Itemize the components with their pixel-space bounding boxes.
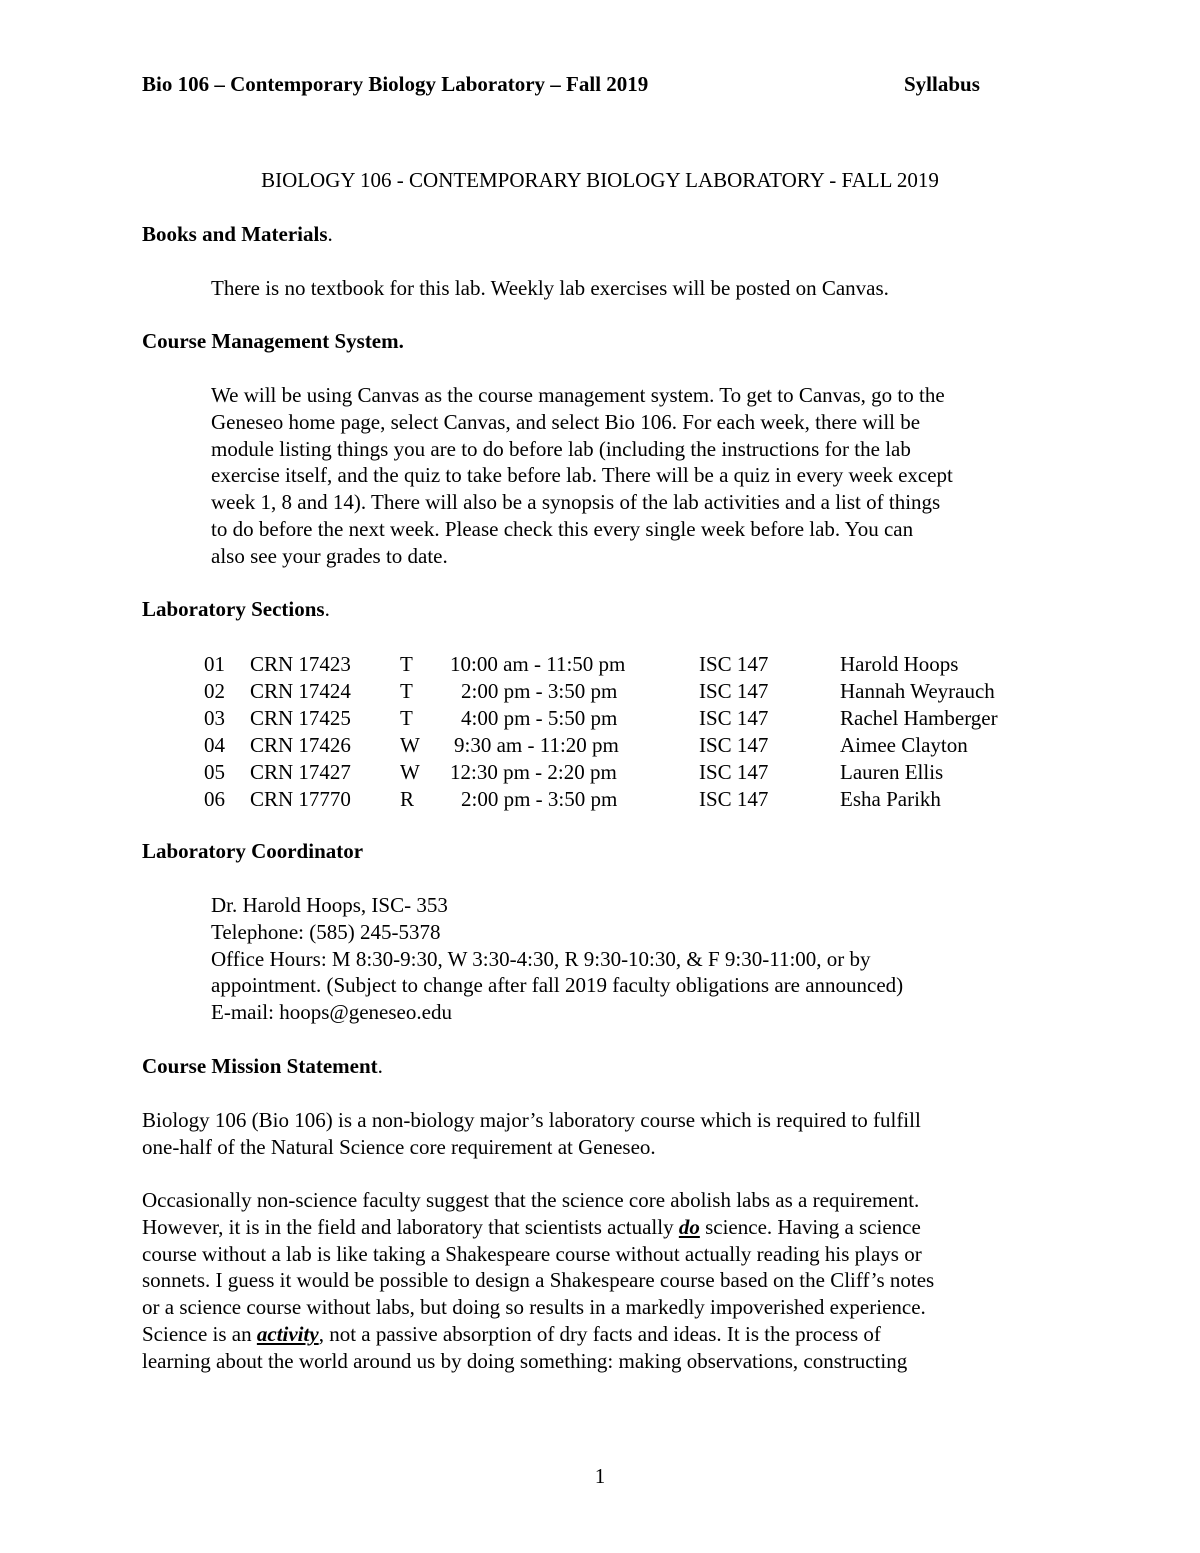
- books-text: There is no textbook for this lab. Weekly lab exercises will be posted on Canvas.: [211, 276, 889, 300]
- mission-line: sonnets. I guess it would be possible to design a Shakespeare course based on the Cliff’s notes: [142, 1268, 935, 1293]
- section-room: ISC 147: [699, 787, 769, 811]
- text-run: science. Having a science: [699, 1214, 921, 1239]
- cms-line: to do before the next week. Please check this every single week before lab. You can: [211, 516, 914, 541]
- section-room: ISC 147: [699, 733, 769, 757]
- section-room: ISC 147: [699, 652, 769, 676]
- books-heading: Books and Materials: [142, 222, 328, 246]
- mission-line: or a science course without labs, but doing so results in a markedly impoverished experience.: [142, 1295, 926, 1320]
- section-time: 10:00 am - 11:50 pm: [450, 652, 626, 676]
- mission-line: learning about the world around us by doing something: making observations, constructing: [142, 1348, 908, 1373]
- emphasis-activity: activity: [256, 1321, 319, 1346]
- table-row: [204, 732, 1104, 759]
- section-number: 04: [204, 733, 225, 757]
- mission-paragraph-2: [142, 1187, 934, 1375]
- document-title: BIOLOGY 106 - CONTEMPORARY BIOLOGY LABORATORY - FALL 2019: [261, 168, 939, 192]
- section-room: ISC 147: [699, 760, 769, 784]
- section-instructor: Hannah Weyrauch: [840, 679, 995, 703]
- coordinator-hours: Office Hours: M 8:30-9:30, W 3:30-4:30, R 9:30-10:30, & F 9:30-11:00, or by: [211, 946, 871, 971]
- coordinator-details: [211, 892, 903, 1026]
- mission-paragraph-1: [142, 1107, 921, 1161]
- cms-line: We will be using Canvas as the course management system. To get to Canvas, go to the: [211, 383, 945, 407]
- cms-line: module listing things you are to do before lab (including the instructions for the lab: [211, 436, 911, 461]
- coordinator-hours-cont: appointment. (Subject to change after fall 2019 faculty obligations are announced): [211, 973, 904, 998]
- table-row: [204, 786, 1104, 813]
- text-run: , not a passive absorption of dry facts and ideas. It is the process of: [318, 1321, 881, 1346]
- section-day: T: [400, 652, 413, 676]
- section-number: 02: [204, 679, 225, 703]
- section-instructor: Aimee Clayton: [840, 733, 968, 757]
- section-day: W: [400, 760, 420, 784]
- mission-line: Biology 106 (Bio 106) is a non-biology major’s laboratory course which is required to fulfill: [142, 1108, 921, 1132]
- text-run: Science is an: [142, 1321, 257, 1346]
- section-day: R: [400, 787, 415, 811]
- section-time: 2:00 pm - 3:50 pm: [461, 679, 618, 703]
- mission-line: [142, 1214, 934, 1241]
- section-day: T: [400, 706, 413, 730]
- section-instructor: Rachel Hamberger: [840, 706, 998, 730]
- section-crn: CRN 17425: [250, 706, 351, 730]
- section-time: 9:30 am - 11:20 pm: [454, 733, 619, 757]
- section-day: W: [400, 733, 420, 757]
- emphasis-do: do: [678, 1214, 700, 1239]
- sections-heading-wrap: [142, 597, 330, 622]
- section-crn: CRN 17424: [250, 679, 351, 703]
- table-row: [204, 678, 1104, 705]
- section-day: T: [400, 679, 413, 703]
- section-room: ISC 147: [699, 706, 769, 730]
- mission-line: one-half of the Natural Science core requirement at Geneseo.: [142, 1134, 656, 1159]
- mission-line: [142, 1321, 934, 1348]
- coordinator-phone: Telephone: (585) 245-5378: [211, 919, 441, 944]
- sections-heading: Laboratory Sections: [142, 597, 325, 621]
- books-heading-trail: .: [327, 222, 333, 246]
- running-header-title: Bio 106 – Contemporary Biology Laboratory – Fall 2019: [142, 72, 649, 96]
- section-instructor: Esha Parikh: [840, 787, 941, 811]
- section-time: 4:00 pm - 5:50 pm: [461, 706, 618, 730]
- section-time: 2:00 pm - 3:50 pm: [461, 787, 618, 811]
- table-row: [204, 651, 1104, 678]
- section-number: 06: [204, 787, 225, 811]
- mission-heading-wrap: [142, 1054, 383, 1079]
- mission-line: Occasionally non-science faculty suggest that the science core abolish labs as a requirement.: [142, 1188, 920, 1212]
- section-crn: CRN 17423: [250, 652, 351, 676]
- section-crn: CRN 17426: [250, 733, 351, 757]
- coordinator-name: Dr. Harold Hoops, ISC- 353: [211, 893, 448, 917]
- section-room: ISC 147: [699, 679, 769, 703]
- cms-line: week 1, 8 and 14). There will also be a synopsis of the lab activities and a list of things: [211, 490, 941, 515]
- coordinator-heading: Laboratory Coordinator: [142, 839, 364, 863]
- page-number: 1: [594, 1464, 606, 1488]
- section-instructor: Harold Hoops: [840, 652, 959, 676]
- text-run: However, it is in the field and laboratory that scientists actually: [142, 1214, 679, 1239]
- section-number: 03: [204, 706, 225, 730]
- section-instructor: Lauren Ellis: [840, 760, 944, 784]
- cms-line: exercise itself, and the quiz to take before lab. There will be a quiz in every week except: [211, 463, 953, 488]
- cms-paragraph: [211, 382, 953, 570]
- mission-heading-trail: .: [377, 1054, 383, 1078]
- cms-heading: Course Management System.: [142, 329, 404, 353]
- sections-heading-trail: .: [324, 597, 330, 621]
- table-row: [204, 759, 1104, 786]
- running-header-label: Syllabus: [904, 72, 980, 96]
- section-number: 05: [204, 760, 225, 784]
- mission-heading: Course Mission Statement: [142, 1054, 378, 1078]
- mission-line: course without a lab is like taking a Shakespeare course without actually reading his plays or: [142, 1241, 922, 1266]
- section-number: 01: [204, 652, 225, 676]
- coordinator-email: E-mail: hoops@geneseo.edu: [211, 1000, 452, 1025]
- section-crn: CRN 17427: [250, 760, 351, 784]
- section-time: 12:30 pm - 2:20 pm: [450, 760, 617, 784]
- table-row: [204, 705, 1104, 732]
- section-crn: CRN 17770: [250, 787, 351, 811]
- cms-line: also see your grades to date.: [211, 543, 448, 568]
- cms-line: Geneseo home page, select Canvas, and select Bio 106. For each week, there will be: [211, 409, 921, 434]
- section-books: [142, 222, 333, 247]
- sections-table: [204, 651, 1104, 821]
